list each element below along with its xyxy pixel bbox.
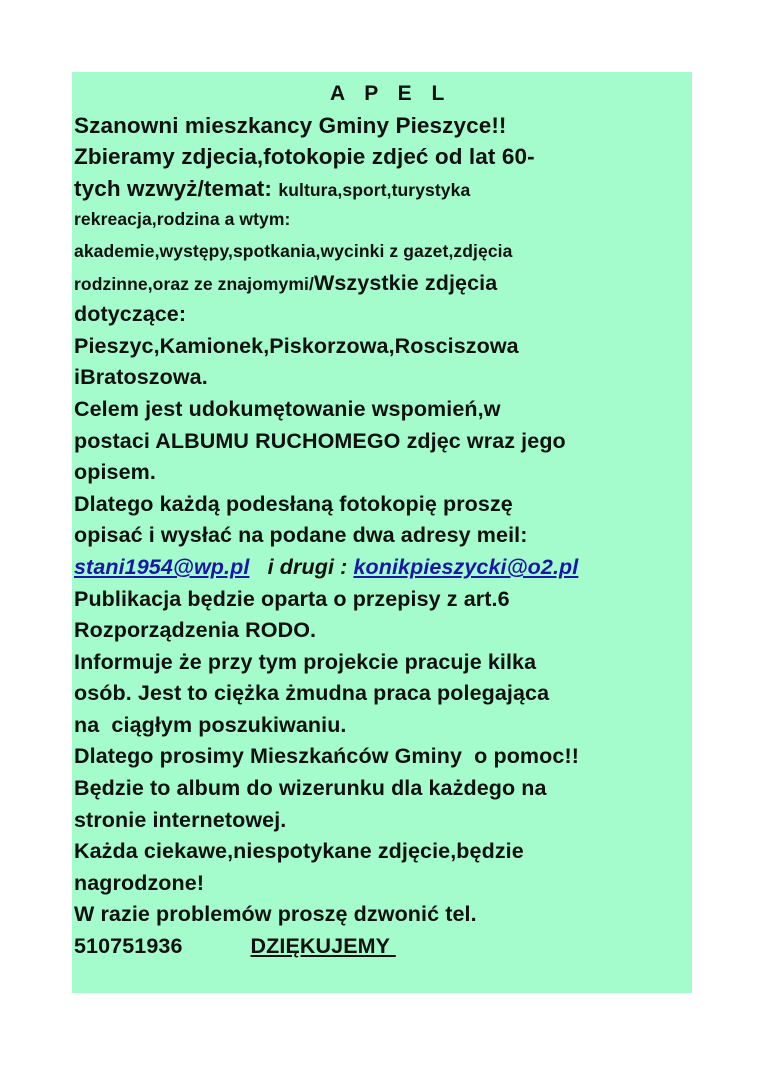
notice-text-fragment: rodzinne,oraz ze znajomymi/ bbox=[74, 273, 314, 294]
notice-text-line: postaci ALBUMU RUCHOMEGO zdjęc wraz jego bbox=[74, 428, 566, 453]
notice-text-line: Celem jest udokumętowanie wspomień,w bbox=[74, 396, 501, 421]
contact-line bbox=[74, 931, 692, 963]
thanks-text: DZIĘKUJEMY bbox=[250, 934, 396, 959]
notice-text-line: Każda ciekawe,niespotykane zdjęcie,będzie bbox=[74, 839, 524, 864]
notice-text-line: Dlatego każdą podesłaną fotokopię proszę bbox=[74, 491, 513, 516]
notice-text-line: Rozporządzenia RODO. bbox=[74, 618, 317, 643]
notice-text-line bbox=[74, 173, 692, 205]
notice-text-line: stronie internetowej. bbox=[74, 807, 287, 832]
notice-text-line: rekreacja,rodzina a wtym: bbox=[74, 209, 291, 230]
email-line bbox=[74, 552, 692, 584]
notice-text-line: opisać i wysłać na podane dwa adresy meil: bbox=[74, 523, 528, 548]
locations-line: iBratoszowa. bbox=[74, 365, 208, 390]
notice-text-line: Będzie to album do wizerunku dla każdego na bbox=[74, 776, 547, 801]
topic-list: kultura,sport,turystyka bbox=[278, 179, 471, 200]
notice-text-line: Informuje że przy tym projekcie pracuje kilka bbox=[74, 649, 537, 674]
notice-text-line: akademie,występy,spotkania,wycinki z gazet,zdjęcia bbox=[74, 240, 513, 261]
notice-text-line: Zbieramy zdjecia,fotokopie zdjeć od lat 60- bbox=[74, 144, 535, 170]
notice-text-line: nagrodzone! bbox=[74, 870, 205, 895]
topic-label: tych wzwyż/temat: bbox=[74, 175, 279, 201]
greeting: Szanowni mieszkancy Gminy Pieszyce!! bbox=[74, 112, 507, 138]
notice-text-line: osób. Jest to ciężka żmudna praca polegająca bbox=[74, 681, 550, 706]
notice-text-line: dotyczące: bbox=[74, 302, 187, 327]
notice-text-fragment: Wszystkie zdjęcia bbox=[313, 270, 498, 295]
locations-line: Pieszyc,Kamionek,Piskorzowa,Rosciszowa bbox=[74, 333, 519, 358]
email-link-1[interactable]: stani1954@wp.pl bbox=[74, 554, 250, 579]
notice-text-line: Publikacja będzie oparta o przepisy z art.6 bbox=[74, 586, 510, 611]
notice-text-line: opisem. bbox=[74, 460, 156, 485]
email-separator: i drugi : bbox=[249, 554, 354, 579]
notice-text-line: na ciągłym poszukiwaniu. bbox=[74, 712, 347, 737]
notice-title: A P E L bbox=[330, 82, 452, 105]
notice-text-line: Dlatego prosimy Mieszkańców Gminy o pomoc!! bbox=[74, 744, 579, 769]
notice-text-line bbox=[74, 268, 692, 300]
phone-number[interactable]: 510751936 bbox=[74, 934, 183, 959]
notice-text-line: W razie problemów proszę dzwonić tel. bbox=[74, 902, 477, 927]
email-link-2[interactable]: konikpieszycki@o2.pl bbox=[353, 554, 579, 579]
appeal-notice bbox=[72, 72, 692, 993]
